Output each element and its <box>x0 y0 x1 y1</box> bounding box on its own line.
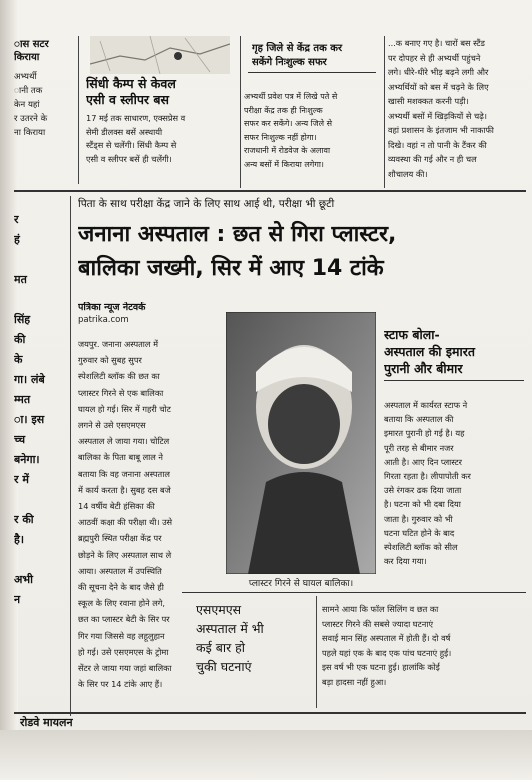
top-mid-story-title: गृह जिले से केंद्र तक कर सकेंगे निःशुल्क सफर <box>252 43 343 68</box>
sidebar-title: स्टाफ बोला- अस्पताल की इमारत पुरानी और बीमार <box>384 327 475 376</box>
left-column-fragments: र हं मत सिंह की के गा। लंबे म्मत ा। इस च्च बनेगा। र में र की है। अभी न <box>14 213 45 606</box>
section-rule <box>14 712 526 714</box>
bottom-fragment: रोडवे मायलन <box>20 716 73 729</box>
column-rule <box>384 36 385 188</box>
injured-girl-photo <box>226 312 376 574</box>
box-body: सामने आया कि फॉल सिलिंग व छत का प्लास्टर गिरने की सबसे ज्यादा घटनाएं सवाई मान सिंह अस्पताल में होती हैं। दो वर्ष पहले यहां एक के बाद एक पांच घटनाएं हुई। इस वर्ष भी एक घटना हुई। हालांकि कोई बड़ा हादसा नहीं हुआ। <box>322 604 452 687</box>
column-rule <box>240 36 241 188</box>
column-rule <box>78 36 79 184</box>
top-left-story-body: 17 मई तक साधारण, एक्सप्रेस व सेमी डीलक्स बसें अस्थायी स्टैंड्स से चलेंगी। सिंधी कैम्प से एसी व स्लीपर बसें ही चलेंगी। <box>86 113 186 164</box>
sidebar-body: अस्पताल में कार्यरत स्टाफ ने बताया कि अस्पताल की इमारत पुरानी हो गई है। यह पूरी तरह से बीमार नजर आती है। आए दिन प्लास्टर गिरता रहता है। लीपापोती कर उसे रंगकर ढक दिया जाता है। घटना को भी दबा दिया जाता है। गुरुवार को भी घटना घटित होने के बाद स्पेशलिटी ब्लॉक को सील कर दिया गया। <box>384 400 471 567</box>
page-bottom-shadow <box>0 730 532 780</box>
article-kicker: पिता के साथ परीक्षा केंद्र जाने के लिए साथ आई थी, परीक्षा भी छूटी <box>78 198 335 210</box>
photo-caption: प्लास्टर गिरने से घायल बालिका। <box>248 579 354 589</box>
top-far-left-body: अभ्यर्थी ानी तक केन यहां र उतरने के ना किराया <box>14 72 48 138</box>
article-headline: जनाना अस्पताल : छत से गिरा प्लास्टर, बालिका जख्मी, सिर में आए 14 टांके <box>78 222 397 281</box>
article-body: जयपुर. जनाना अस्पताल में गुरुवार को सुबह सुपर स्पेशलिटी ब्लॉक की छत का प्लास्टर गिरने से एक बालिका घायल हो गई। सिर में गहरी चोट लगने से उसे एसएमएस अस्पताल ले जाया गया। चोटिल बालिका के पिता बाबू लाल ने बताया कि वह जनाना अस्पताल में कार्य करता है। सुबह दस बजे 14 वर्षीय बेटी हंसिका की आठवीं कक्षा की परीक्षा थी। उसे ब्रह्मपुरी स्थित परीक्षा केंद्र पर छोड़ने के लिए अस्पताल साथ ले आया। अस्पताल में उपस्थिति की सूचना देने के बाद जैसे ही स्कूल के लिए रवाना होने लगे, छत का प्लास्टर बेटी के सिर पर गिर गया जिससे वह लहूलुहान हो गई। उसे एसएमएस के ट्रोमा सेंटर ले जाया गया जहां बालिका के सिर पर 14 टांके आए हैं। <box>78 339 173 690</box>
top-left-story-title: सिंधी कैम्प से केवल एसी व स्लीपर बस <box>86 76 176 107</box>
top-mid-story-body: अभ्यर्थी प्रवेश पत्र में लिखे पते से परीक्षा केंद्र तक ही निःशुल्क सफर कर सकेंगे। अन्य जिले से सफर निःशुल्क नहीं होगा। राजधानी में रोडवेज के अलावा अन्य बसों में किराया लगेगा। <box>244 92 338 169</box>
top-far-left-fragment: ास सटर किराया <box>14 39 49 63</box>
top-right-story-body: ...क बनाए गए है। चारों बस स्टैंड पर दोपहर से ही अभ्यर्थी पहुंचने लगे। धीरे-धीरे भीड़ बढ़ने लगी और अभ्यर्थियों को बस में चढ़ने के लिए खासी मशक्कत करनी पड़ी। अभ्यर्थी बसों में खिड़कियों से चढ़े। वहां प्रशासन के इंतजाम भी नाकाफी दिखे। वहां न तो पानी के टैंकर की व्यवस्था की गई और न ही चल शौचालय की। <box>388 38 494 179</box>
column-rule <box>70 196 71 716</box>
box-title: एसएमएस अस्पताल में भी कई बार हो चुकी घटनाएं <box>196 602 264 674</box>
article-byline-site: patrika.com <box>78 315 129 325</box>
rule <box>248 72 376 73</box>
article-byline: पत्रिका न्यूज नेटवर्क <box>78 302 146 313</box>
rule <box>182 592 526 593</box>
map-image <box>90 36 230 74</box>
rule <box>384 380 524 381</box>
section-rule <box>14 190 526 192</box>
column-rule <box>316 596 317 708</box>
